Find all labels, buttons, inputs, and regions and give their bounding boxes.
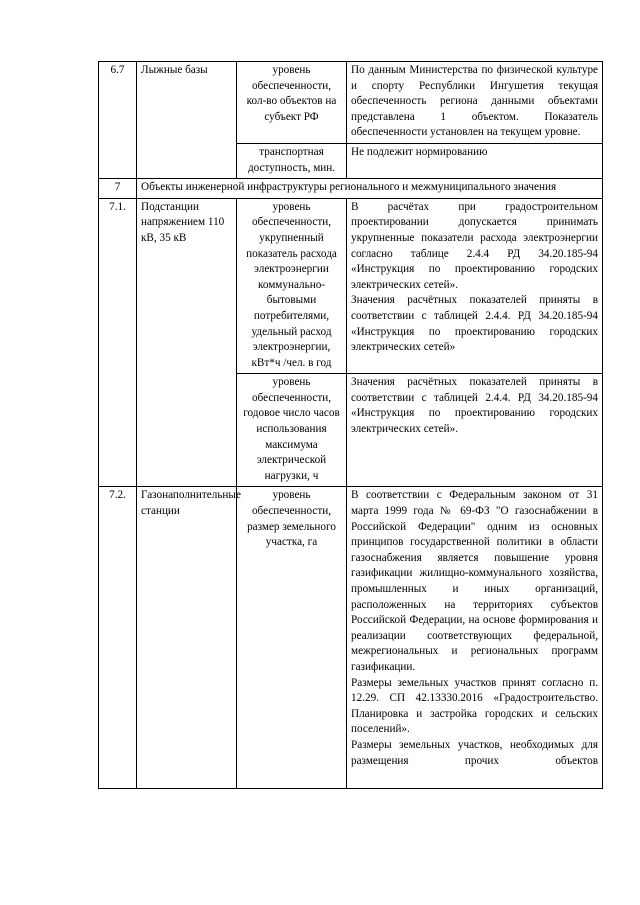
section-number: 7	[99, 179, 137, 199]
section-title: Объекты инженерной инфраструктуры регионального и межмуниципального значения	[137, 179, 603, 199]
indicator-cell: уровень обеспеченности, укрупненный показатель расхода электроэнергии коммунально-бытовыми потребителями, удельный расход электроэнергии, кВт*ч /чел. в год	[237, 198, 347, 374]
indicator-cell: транспортная доступность, мин.	[237, 143, 347, 178]
value-cell: Не подлежит нормированию	[347, 143, 603, 178]
value-paragraph: В расчётах при градостроительном проектировании допускается принимать укрупненные показатели расхода электроэнергии согласно таблице 2.4.4 РД 34.20.185-94 «Инструкция по проектированию городских электрических сетей».	[351, 200, 598, 291]
table-row	[99, 62, 603, 144]
value-cell	[347, 487, 603, 789]
value-cell: Значения расчётных показателей приняты в соответствии с таблицей 2.4.4. РД 34.20.185-94 «Инструкция по проектированию городских электрических сетей».	[347, 374, 603, 487]
value-paragraph: Значения расчётных показателей приняты в соответствии с таблицей 2.4.4. РД 34.20.185-94 «Инструкция по проектированию городских электрических сетей»	[351, 294, 598, 354]
row-number: 6.7	[99, 62, 137, 179]
norms-table	[98, 61, 603, 789]
indicator-cell: уровень обеспеченности, кол-во объектов на субъект РФ	[237, 62, 347, 144]
row-number: 7.1.	[99, 198, 137, 487]
object-name: Газонаполнительные станции	[137, 487, 237, 789]
section-row	[99, 179, 603, 199]
value-paragraph: Размеры земельных участков принят согласно п. 12.29. СП 42.13330.2016 «Градостроительство. Планировка и застройка городских и сельских поселений».	[351, 676, 598, 736]
table-row	[99, 487, 603, 789]
table-row	[99, 198, 603, 374]
value-cell-content	[351, 488, 598, 786]
object-name: Подстанции напряжением 110 кВ, 35 кВ	[137, 198, 237, 487]
value-paragraph: В соответствии с Федеральным законом от 31 марта 1999 года № 69-ФЗ "О газоснабжении в Российской Федерации" одним из основных принципов государственной политики в области газоснабжения является повышение уровня газификации жилищно-коммунального хозяйства, промышленных и иных организаций, расположенных на территориях субъектов Российской Федерации, на основе формирования и реализации соответствующих федеральной, межрегиональных и региональных программ газификации.	[351, 489, 598, 673]
object-name: Лыжные базы	[137, 62, 237, 179]
indicator-cell: уровень обеспеченности, размер земельного участка, га	[237, 487, 347, 789]
indicator-cell: уровень обеспеченности, годовое число часов использования максимума электрической нагрузки, ч	[237, 374, 347, 487]
value-cell: По данным Министерства по физической культуре и спорту Республики Ингушетия текущая обеспеченность региона данными объектами представлена 1 объектом. Показатель обеспеченности установлен на текущем уровне.	[347, 62, 603, 144]
row-number: 7.2.	[99, 487, 137, 789]
value-paragraph: Размеры земельных участков, необходимых для размещения прочих объектов	[351, 738, 598, 767]
value-cell	[347, 198, 603, 374]
